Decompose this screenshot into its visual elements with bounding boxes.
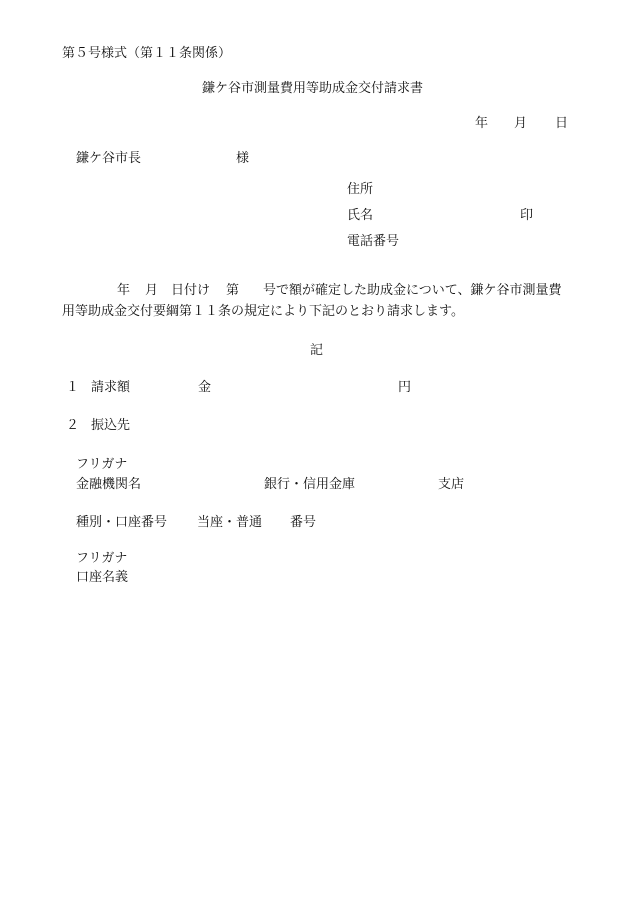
item1-number: １ xyxy=(66,380,80,395)
account-type: 当座・普通 xyxy=(197,515,263,530)
phone-label: 電話番号 xyxy=(347,234,400,249)
addressee-honorific: 様 xyxy=(236,151,250,166)
body-line2: 用等助成金交付要綱第１１条の規定により下記のとおり請求します。 xyxy=(62,304,464,319)
account-number-label: 番号 xyxy=(290,515,317,530)
account-label: 種別・口座番号 xyxy=(76,515,168,530)
date-day: 日 xyxy=(555,116,569,131)
address-label: 住所 xyxy=(347,182,374,197)
currency-unit: 円 xyxy=(398,380,412,395)
bank-type: 銀行・信用金庫 xyxy=(264,477,356,492)
bank-furigana-label: フリガナ xyxy=(76,457,128,472)
date-year: 年 xyxy=(475,116,489,131)
form-number: 第５号様式（第１１条関係） xyxy=(62,46,232,61)
body-year: 年 xyxy=(117,283,131,298)
body-month: 月 xyxy=(145,283,159,298)
body-day: 日付け xyxy=(171,283,211,298)
holder-furigana-label: フリガナ xyxy=(76,551,128,566)
holder-label: 口座名義 xyxy=(76,570,129,585)
addressee-name: 鎌ケ谷市長 xyxy=(76,151,142,166)
currency-prefix: 金 xyxy=(198,380,212,395)
document-title: 鎌ケ谷市測量費用等助成金交付請求書 xyxy=(202,81,424,96)
body-line1-rest: 号で額が確定した助成金について、鎌ケ谷市測量費 xyxy=(263,283,562,298)
date-month: 月 xyxy=(514,116,528,131)
item1-label: 請求額 xyxy=(91,380,131,395)
name-label: 氏名 xyxy=(347,208,374,223)
item2-label: 振込先 xyxy=(91,418,131,433)
seal-mark: 印 xyxy=(520,208,534,223)
body-number-prefix: 第 xyxy=(226,283,240,298)
branch-label: 支店 xyxy=(438,477,465,492)
ki-heading: 記 xyxy=(310,343,324,358)
item2-number: ２ xyxy=(66,418,80,433)
institution-label: 金融機関名 xyxy=(76,477,142,492)
